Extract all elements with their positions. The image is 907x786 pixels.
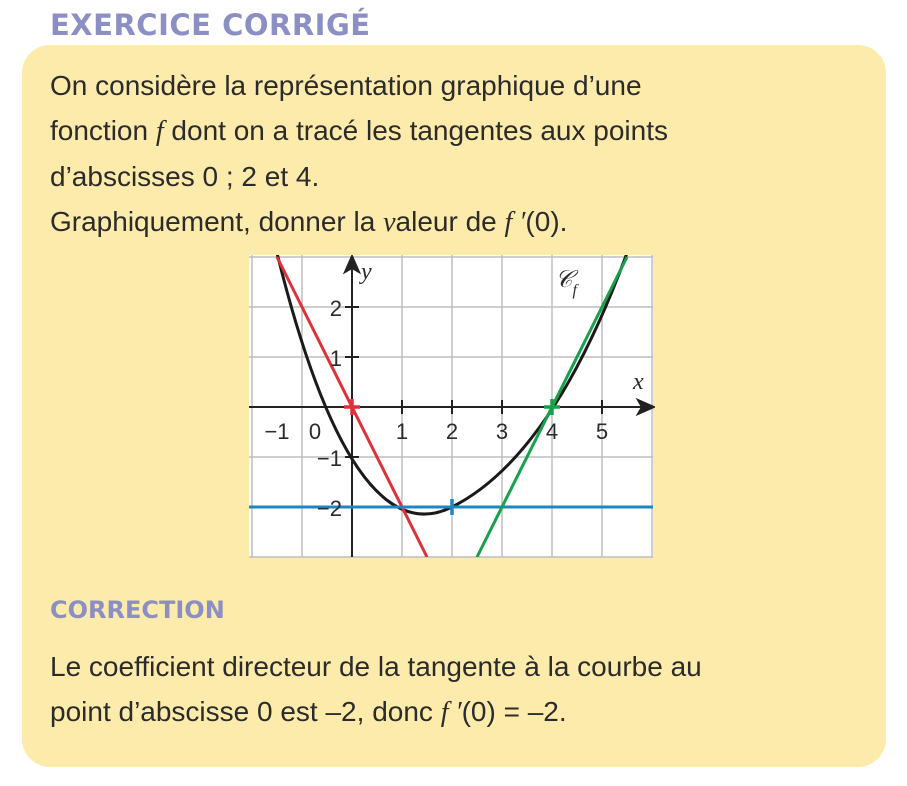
correction-line-2 bbox=[50, 689, 870, 735]
statement-line-1: On considère la représentation graphique d’une bbox=[50, 70, 642, 101]
statement-line-2 bbox=[50, 108, 870, 154]
curve-label-sub: f bbox=[572, 282, 577, 299]
derivative-symbol: f ′ bbox=[504, 207, 526, 238]
statement-text: v bbox=[383, 207, 396, 238]
correction-text-part: (0) = –2. bbox=[461, 696, 567, 727]
statement-text: (0). bbox=[525, 206, 568, 237]
correction-line-1: Le coefficient directeur de la tangente à la courbe au bbox=[50, 651, 702, 682]
statement-text: dont on a tracé les tangentes aux points bbox=[163, 115, 668, 146]
function-graph bbox=[249, 255, 655, 560]
correction-text bbox=[50, 644, 870, 735]
correction-text-part: point d’abscisse 0 est –2, donc bbox=[50, 696, 441, 727]
x-tick-label: 4 bbox=[545, 419, 559, 444]
x-tick-label: 3 bbox=[495, 419, 509, 444]
statement-question bbox=[50, 199, 870, 245]
x-tick-label: 2 bbox=[445, 419, 459, 444]
x-tick-label: −1 bbox=[264, 419, 290, 444]
correction-title: CORRECTION bbox=[50, 596, 225, 624]
x-tick-label: 1 bbox=[395, 419, 409, 444]
y-axis-label: y bbox=[361, 259, 372, 285]
function-symbol: f bbox=[155, 116, 164, 147]
statement-text: Graphiquement, donner la bbox=[50, 206, 384, 237]
statement-text: fonction bbox=[50, 115, 156, 146]
x-tick-label: 5 bbox=[595, 419, 609, 444]
curve-label-main: 𝒞 bbox=[555, 267, 573, 293]
x-tick-label: 0 bbox=[308, 419, 322, 444]
y-tick-label: 2 bbox=[329, 296, 342, 321]
y-tick-label: −1 bbox=[316, 446, 342, 471]
y-tick-label: 1 bbox=[329, 346, 342, 371]
statement-text: aleur de bbox=[395, 206, 505, 237]
derivative-symbol: f ′ bbox=[440, 697, 462, 728]
x-axis-label: x bbox=[633, 369, 644, 395]
exercise-statement bbox=[50, 63, 870, 245]
statement-line-3: d’abscisses 0 ; 2 et 4. bbox=[50, 161, 320, 192]
y-tick-label: −2 bbox=[316, 496, 342, 521]
exercise-title: EXERCICE CORRIGÉ bbox=[50, 8, 371, 42]
